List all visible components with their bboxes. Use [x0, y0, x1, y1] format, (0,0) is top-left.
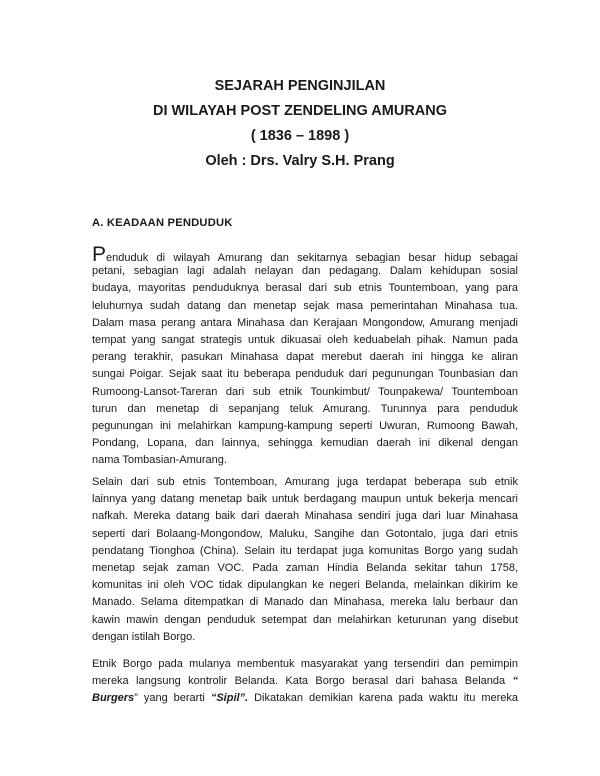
paragraph-1 — [92, 246, 518, 469]
title-years: ( 1836 – 1898 ) — [250, 128, 350, 144]
paragraph-line: Selain dari sub etnis Tontemboan, Amurang juga terdapat beberapa sub etnik — [92, 476, 518, 488]
section-heading: A. KEADAAN PENDUDUK — [92, 217, 233, 229]
paragraph-line: nama Tombasian-Amurang. — [92, 454, 227, 467]
paragraph-line: sungai Poigar. Sejak saat itu beberapa penduduk dari pegunungan Tounbasian dan — [92, 368, 518, 381]
term-burgers: Burgers — [92, 692, 135, 705]
paragraph-line: leluhurnya sudah datang dan menetap sejak masa pemerintahan Minahasa tua. — [92, 299, 518, 312]
paragraph-line: Burgers” yang berarti “Sipil”. Dikatakan demikian karena pada waktu itu mereka — [92, 692, 518, 705]
paragraph-line: tempat yang sangat strategis untuk dikuasai oleh keduabelah pihak. Namun pada — [92, 333, 518, 346]
paragraph-line: seperti dari Bolaang-Mongondow, Maluku, Sangihe dan Gotontalo, juga dari etnis — [92, 527, 518, 540]
paragraph-line: komunitas ini oleh VOC tidak dipulangkan ke negeri Belanda, melainkan dikirim ke — [92, 579, 518, 592]
paragraph-line: Pondang, Lopana, dan lainnya, sehingga kemudian daerah ini dikenal dengan — [92, 437, 518, 450]
paragraph-line: menetap sejak zaman VOC. Pada zaman Hindia Belanda sekitar tahun 1758, — [92, 561, 518, 574]
term-sipil: “Sipil”. — [210, 692, 249, 705]
paragraph-line: pegunungan ini melahirkan kampung-kampung seperti Uwuran, Rumoong Bawah, — [92, 419, 518, 432]
paragraph-line: kawin mawin dengan penduduk setempat dan melahirkan keturunan yang disebut — [92, 613, 518, 626]
paragraph-line: budaya, mayoritas penduduknya berasal dari sub etnis Tountemboan, yang para — [92, 282, 518, 295]
author-line: Oleh : Drs. Valry S.H. Prang — [205, 153, 395, 169]
paragraph-line: Dalam masa perang antara Minahasa dan Kerajaan Mongondow, Amurang menjadi — [92, 316, 518, 329]
paragraph-line: Rumoong-Lansot-Tareran dari sub etnik Tounkimbut/ Tounpakewa/ Tountemboan — [92, 385, 518, 398]
paragraph-line: turun dan menetap di sepanjang teluk Amurang. Turunnya para penduduk — [92, 402, 518, 415]
drop-cap: P — [92, 246, 107, 264]
paragraph-line: dengan istilah Borgo. — [92, 630, 196, 643]
paragraph-line: lainnya yang datang menetap baik untuk berdagang maupun untuk bekerja mencari — [92, 493, 518, 506]
paragraph-line: nafkah. Mereka datang baik dari daerah Minahasa sendiri juga dari luar Minahasa — [92, 510, 518, 523]
paragraph-line: Etnik Borgo pada mulanya membentuk masyarakat yang tersendiri dan pemimpin — [92, 658, 518, 670]
paragraph-line: mereka langsung kontrolir Belanda. Kata Borgo berasal dari bahasa Belanda “ — [92, 675, 518, 688]
document-title — [0, 74, 600, 174]
paragraph-line: pendatang Tionghoa (China). Selain itu terdapat juga komunitas Borgo yang sudah — [92, 544, 518, 557]
paragraph-line: Manado. Selama ditempatkan di Manado dan Minahasa, mereka lalu berbaur dan — [92, 596, 518, 609]
paragraph-2 — [92, 474, 518, 646]
paragraph-line: Penduduk di wilayah Amurang dan sekitarnya sebagian besar hidup sebagai — [92, 246, 518, 263]
title-line-1: SEJARAH PENGINJILAN — [214, 78, 386, 94]
paragraph-line: petani, sebagian lagi adalah nelayan dan pedagang. Dalam kehidupan sosial — [92, 265, 518, 278]
title-line-2: DI WILAYAH POST ZENDELING AMURANG — [152, 103, 448, 119]
paragraph-line: perang terakhir, pasukan Minahasa dapat merebut daerah ini hingga ke aliran — [92, 351, 518, 364]
paragraph-3 — [92, 656, 518, 708]
